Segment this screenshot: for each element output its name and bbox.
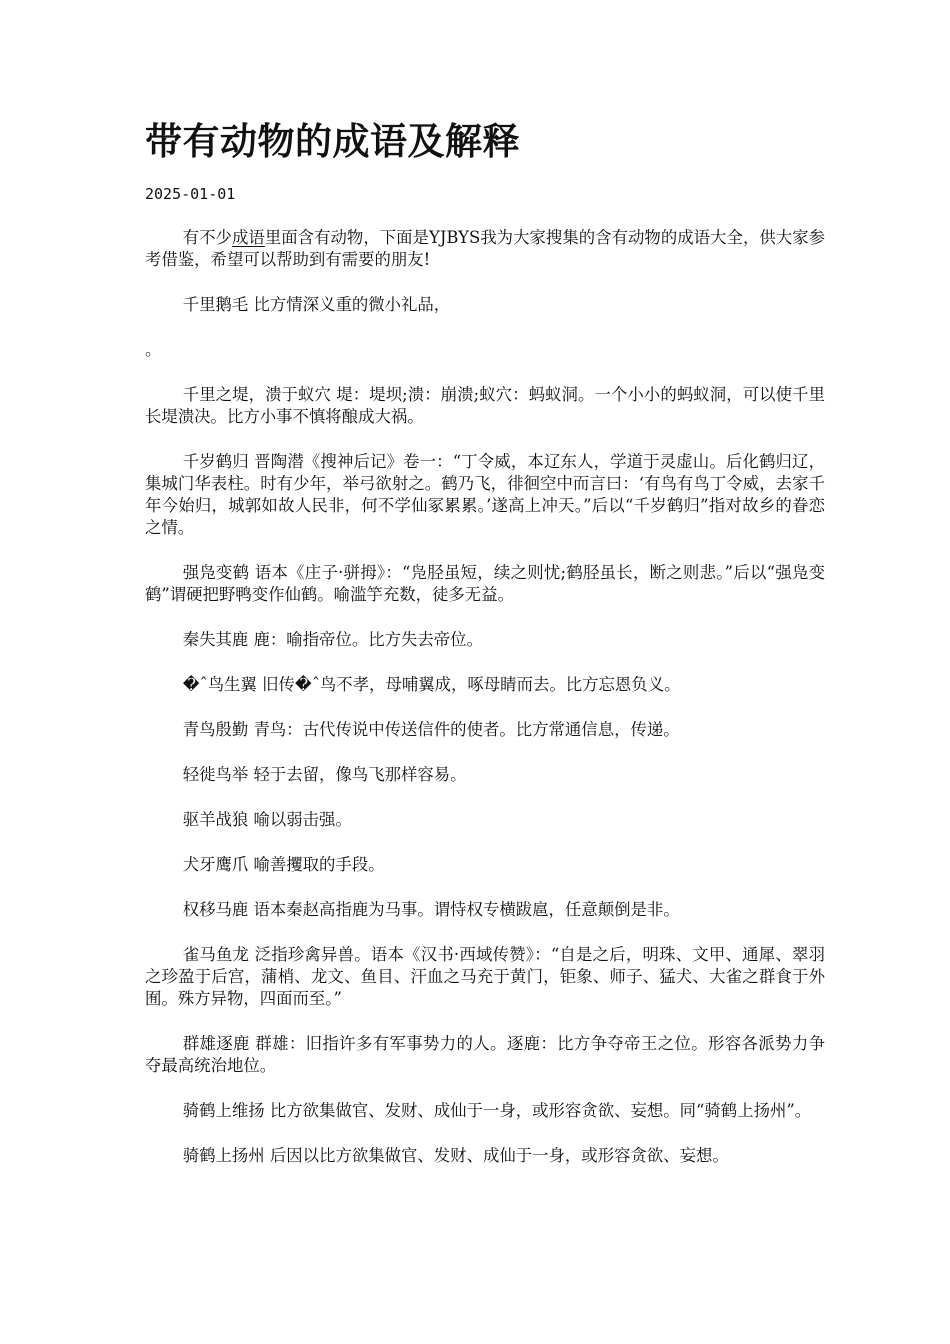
intro-text-start: 有不少: [182, 228, 232, 247]
stray-period-paragraph: 。: [145, 340, 162, 359]
idiom-paragraph: 群雄逐鹿 群雄：旧指许多有军事势力的人。逐鹿：比方争夺帝王之位。形容各派势力争夺最高统治地位。: [145, 1034, 825, 1075]
intro-text-end: 里面含有动物，下面是YJBYS我为大家搜集的含有动物的成语大全，供大家参考借鉴，希望可以帮助到有需要的朋友!: [145, 228, 826, 269]
idiom-paragraph: 骑鹤上维扬 比方欲集做官、发财、成仙于一身，或形容贪欲、妄想。同“骑鹤上扬州”。: [182, 1101, 812, 1120]
idiom-paragraph: 秦失其鹿 鹿：喻指帝位。比方失去帝位。: [182, 630, 483, 649]
idiom-paragraph: 千里鹅毛 比方情深义重的微小礼品，: [182, 295, 451, 314]
article-title: 带有动物的成语及解释: [145, 119, 520, 163]
article-body: [145, 227, 825, 1190]
intro-paragraph: [145, 227, 825, 271]
publish-date: 2025-01-01: [145, 185, 236, 203]
chengyu-link[interactable]: 成语: [231, 228, 265, 247]
idiom-paragraph: 雀马鱼龙 泛指珍禽异兽。语本《汉书·西域传赞》：“自是之后，明珠、文甲、通犀、翠羽之珍盈于后宫，蒲梢、龙文、鱼目、汗血之马充于黄门，钜象、师子、猛犬、大雀之群食于外囿。殊方异物，四面而至。”: [145, 945, 825, 1008]
idiom-paragraph: 骑鹤上扬州 后因以比方欲集做官、发财、成仙于一身，或形容贪欲、妄想。: [182, 1146, 729, 1165]
idiom-paragraph: 千里之堤，溃于蚁穴 堤：堤坝;溃：崩溃;蚁穴：蚂蚁洞。一个小小的蚂蚁洞，可以使千里长堤溃决。比方小事不慎将酿成大祸。: [145, 385, 825, 426]
idiom-paragraph: 权移马鹿 语本秦赵高指鹿为马事。谓恃权专横跋扈，任意颠倒是非。: [182, 900, 680, 919]
idiom-paragraph: 强凫变鹤 语本《庄子·骈拇》：“凫胫虽短，续之则忧;鹤胫虽长，断之则悲。”后以“强凫变鹤”谓硬把野鸭变作仙鹤。喻滥竽充数，徒多无益。: [145, 563, 825, 604]
idiom-paragraph: 犬牙鹰爪 喻善攫取的手段。: [182, 855, 385, 874]
idiom-paragraph: 青鸟殷勤 青鸟：古代传说中传送信件的使者。比方常通信息，传递。: [182, 720, 680, 739]
idiom-paragraph: 驱羊战狼 喻以弱击强。: [182, 810, 352, 829]
idiom-paragraph: 轻徙鸟举 轻于去留，像鸟飞那样容易。: [182, 765, 467, 784]
idiom-paragraph: 千岁鹤归 晋陶潜《搜神后记》卷一：“丁令威，本辽东人，学道于灵虚山。后化鹤归辽，集城门华表柱。时有少年，举弓欲射之。鹤乃飞，徘徊空中而言曰：‘有鸟有鸟丁令威，去家千年今始归，城郭如故人民非，何不学仙冢累累。’遂高上冲天。”后以“千岁鹤归”指对故乡的眷恋之情。: [145, 452, 825, 537]
idiom-paragraph: �ˆ鸟生翼 旧传�ˆ鸟不孝，母哺翼成，啄母睛而去。比方忘恩负义。: [182, 675, 681, 694]
